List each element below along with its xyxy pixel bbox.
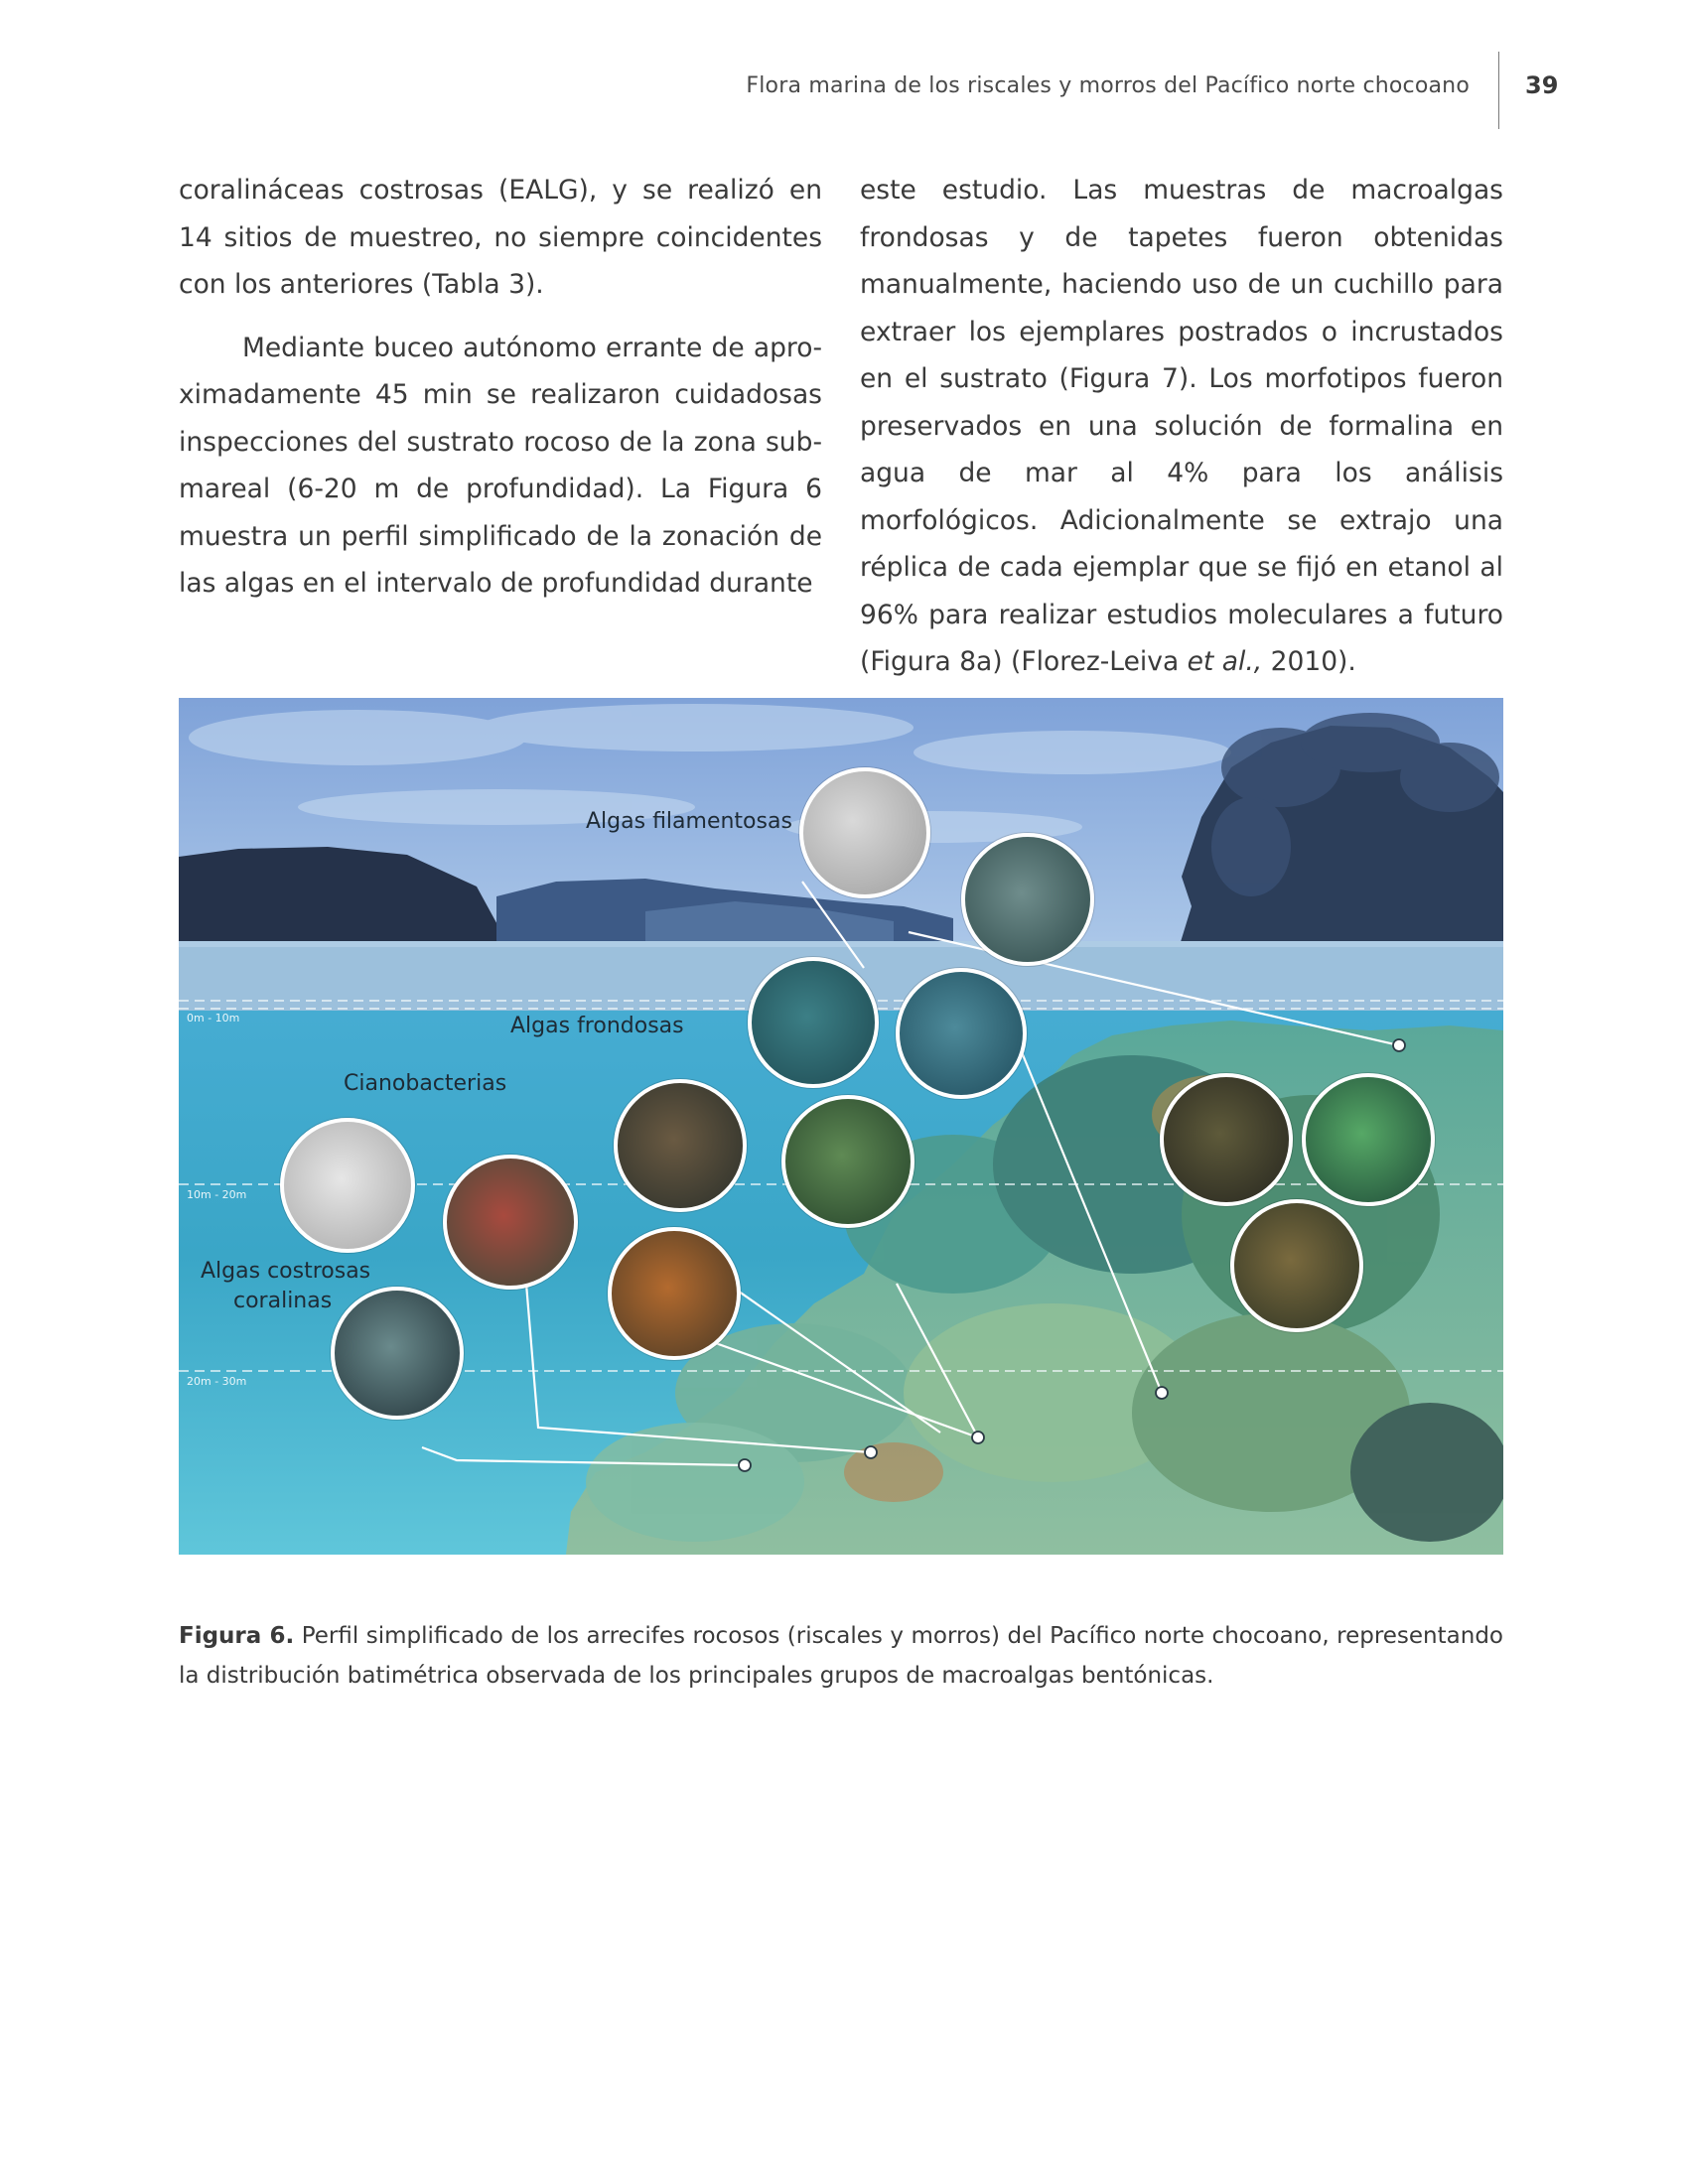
thumbnail-frondose-3: [614, 1079, 747, 1212]
thumbnail-frondose-4: [781, 1095, 914, 1228]
thumbnail-coralline-crust: [331, 1287, 464, 1420]
thumbnail-cyanobacteria-drawing: [280, 1118, 415, 1253]
label-algas-costrosas-line2: coralinas: [233, 1289, 333, 1313]
right-paragraph-end: 2010).: [1262, 646, 1356, 677]
left-paragraph-1: coralináceas costrosas (EALG), y se realizó en 14 sitios de muestreo, no siempre coincidentes con los anteriores (Tabla 3).: [179, 175, 822, 300]
thumbnail-red-alga: [443, 1155, 578, 1290]
label-algas-filamentosas: Algas filamentosas: [586, 809, 792, 834]
label-algas-costrosas-line1: Algas costrosas: [201, 1259, 371, 1284]
thumbnail-frondose-5: [608, 1227, 741, 1360]
right-text-column: [860, 167, 1503, 686]
citation-et-al: et al.,: [1187, 646, 1263, 677]
label-algas-frondosas: Algas frondosas: [510, 1014, 684, 1038]
depth-label-0-10: 0m - 10m: [187, 1012, 240, 1024]
thumbnail-reef-2: [1302, 1073, 1435, 1206]
page-number: 39: [1525, 71, 1559, 99]
caption-text: Perfil simplificado de los arrecifes rocosos (riscales y morros) del Pacífico norte chocoano, representando la distribución batimétrica observada de los principales grupos de macroalgas bentónicas.: [179, 1623, 1503, 1689]
right-paragraph-text: este estudio. Las muestras de macroalgas frondosas y de tapetes fueron obtenidas manualmente, haciendo uso de un cuchillo para extraer los ejemplares postrados o incrustados en el sustrato (Figura 7). Los morfotipos fueron preservados en una solución de formalina en agua de mar al 4% para los análisis morfológicos. Adicionalmente se extrajo una réplica de cada ejemplar que se fijó en etanol al 96% para realizar estudios moleculares a futuro (Figura 8a) (Florez-Leiva: [860, 175, 1503, 677]
depth-label-20-30: 20m - 30m: [187, 1375, 247, 1388]
thumbnail-frondose-2: [896, 968, 1027, 1099]
thumbnail-frondose-1: [748, 957, 879, 1088]
thumbnail-filamentous-drawing: [799, 767, 930, 898]
thumbnail-filamentous-photo: [961, 833, 1094, 966]
right-paragraph: [860, 167, 1503, 686]
left-paragraph-2: Mediante buceo autónomo errante de aproximadamente 45 min se realizaron cuidadosas inspecciones del sustrato rocoso de la zona submareal (6-20 m de profundidad). La Figura 6 muestra un perfil simplificado de la zonación de las algas en el intervalo de profundidad durante: [179, 332, 822, 599]
thumbnail-reef-1: [1160, 1073, 1293, 1206]
label-cianobacterias: Cianobacterias: [344, 1071, 507, 1096]
thumbnail-reef-3: [1230, 1199, 1363, 1332]
caption-label: Figura 6.: [179, 1623, 295, 1649]
running-header-title: Flora marina de los riscales y morros del Pacífico norte chocoano: [746, 73, 1470, 98]
left-text-column: [179, 167, 822, 608]
figure-caption: [179, 1616, 1503, 1696]
depth-label-10-20: 10m - 20m: [187, 1188, 247, 1201]
header-divider: [1498, 52, 1499, 129]
figure-6-reef-profile: [179, 698, 1503, 1555]
